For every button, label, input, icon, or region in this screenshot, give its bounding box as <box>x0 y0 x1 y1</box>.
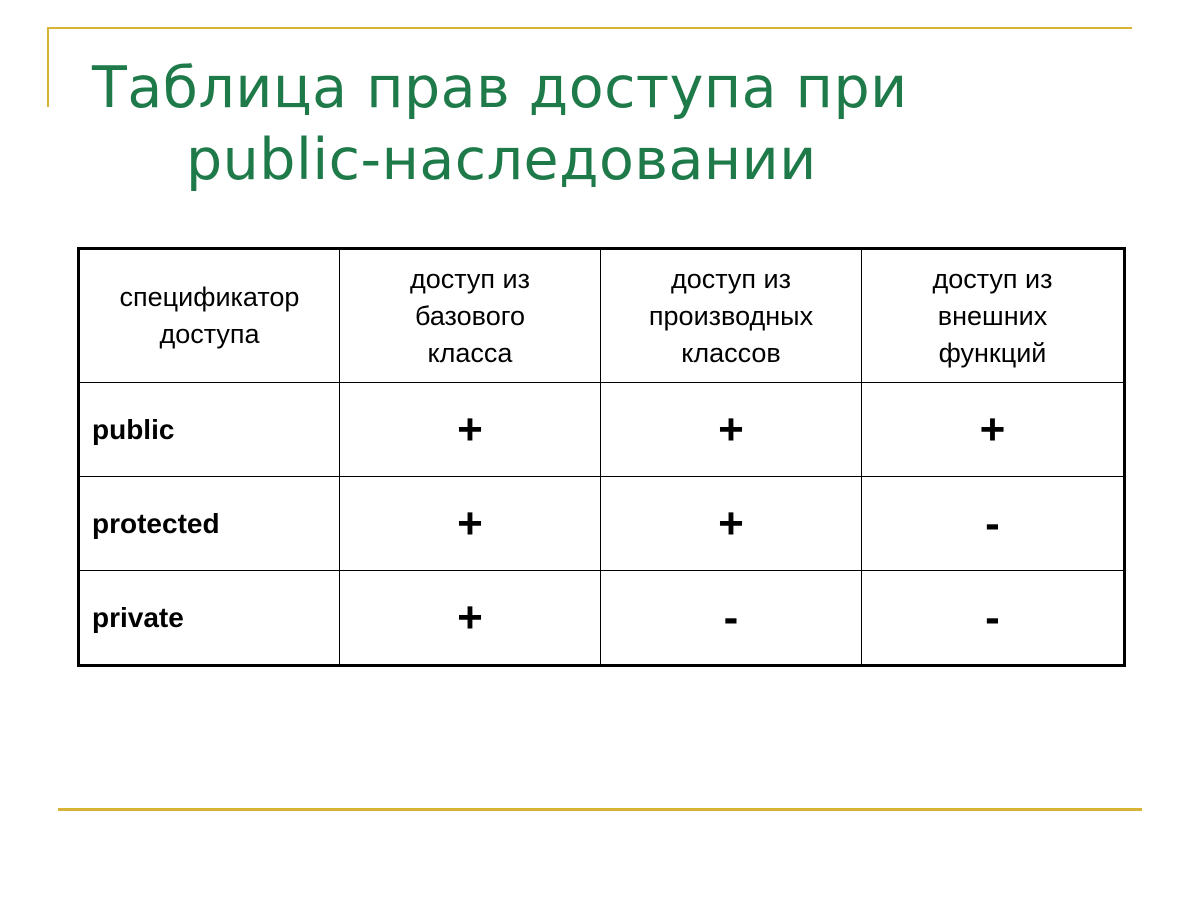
table-row-protected <box>79 477 1125 571</box>
header-line: внешних <box>937 300 1048 331</box>
header-line: классов <box>681 337 781 368</box>
access-mark: - <box>862 477 1125 571</box>
access-mark: + <box>601 383 862 477</box>
row-label: protected <box>79 477 340 571</box>
access-mark: + <box>862 383 1125 477</box>
header-line: доступа <box>159 319 260 349</box>
header-external-function-access <box>862 249 1125 383</box>
slide-title <box>92 52 1092 196</box>
header-line: доступ из <box>670 263 792 294</box>
access-mark: + <box>340 383 601 477</box>
header-line: базового <box>415 300 525 331</box>
left-decorative-rule <box>47 27 49 107</box>
header-derived-class-access <box>601 249 862 383</box>
header-access-specifier <box>79 249 340 383</box>
header-line: доступ из <box>932 263 1053 294</box>
top-decorative-rule <box>47 27 1132 29</box>
access-mark: + <box>340 571 601 666</box>
table-header-row <box>79 249 1125 383</box>
table-row-public <box>79 383 1125 477</box>
header-line: функций <box>938 337 1047 368</box>
table-row-private <box>79 571 1125 666</box>
access-mark: - <box>862 571 1125 666</box>
header-base-class-access <box>340 249 601 383</box>
header-line: доступ из <box>409 263 531 294</box>
access-rights-table <box>77 247 1126 667</box>
row-label: private <box>79 571 340 666</box>
header-line: спецификатор <box>119 282 300 312</box>
header-line: класса <box>427 337 513 368</box>
slide-title-line-1: Таблица прав доступа при <box>92 55 908 121</box>
header-line: производных <box>648 300 814 331</box>
access-mark: + <box>601 477 862 571</box>
row-label: public <box>79 383 340 477</box>
access-mark: - <box>601 571 862 666</box>
slide-title-line-2: public-наследовании <box>186 127 817 193</box>
access-mark: + <box>340 477 601 571</box>
bottom-decorative-rule <box>58 808 1142 811</box>
